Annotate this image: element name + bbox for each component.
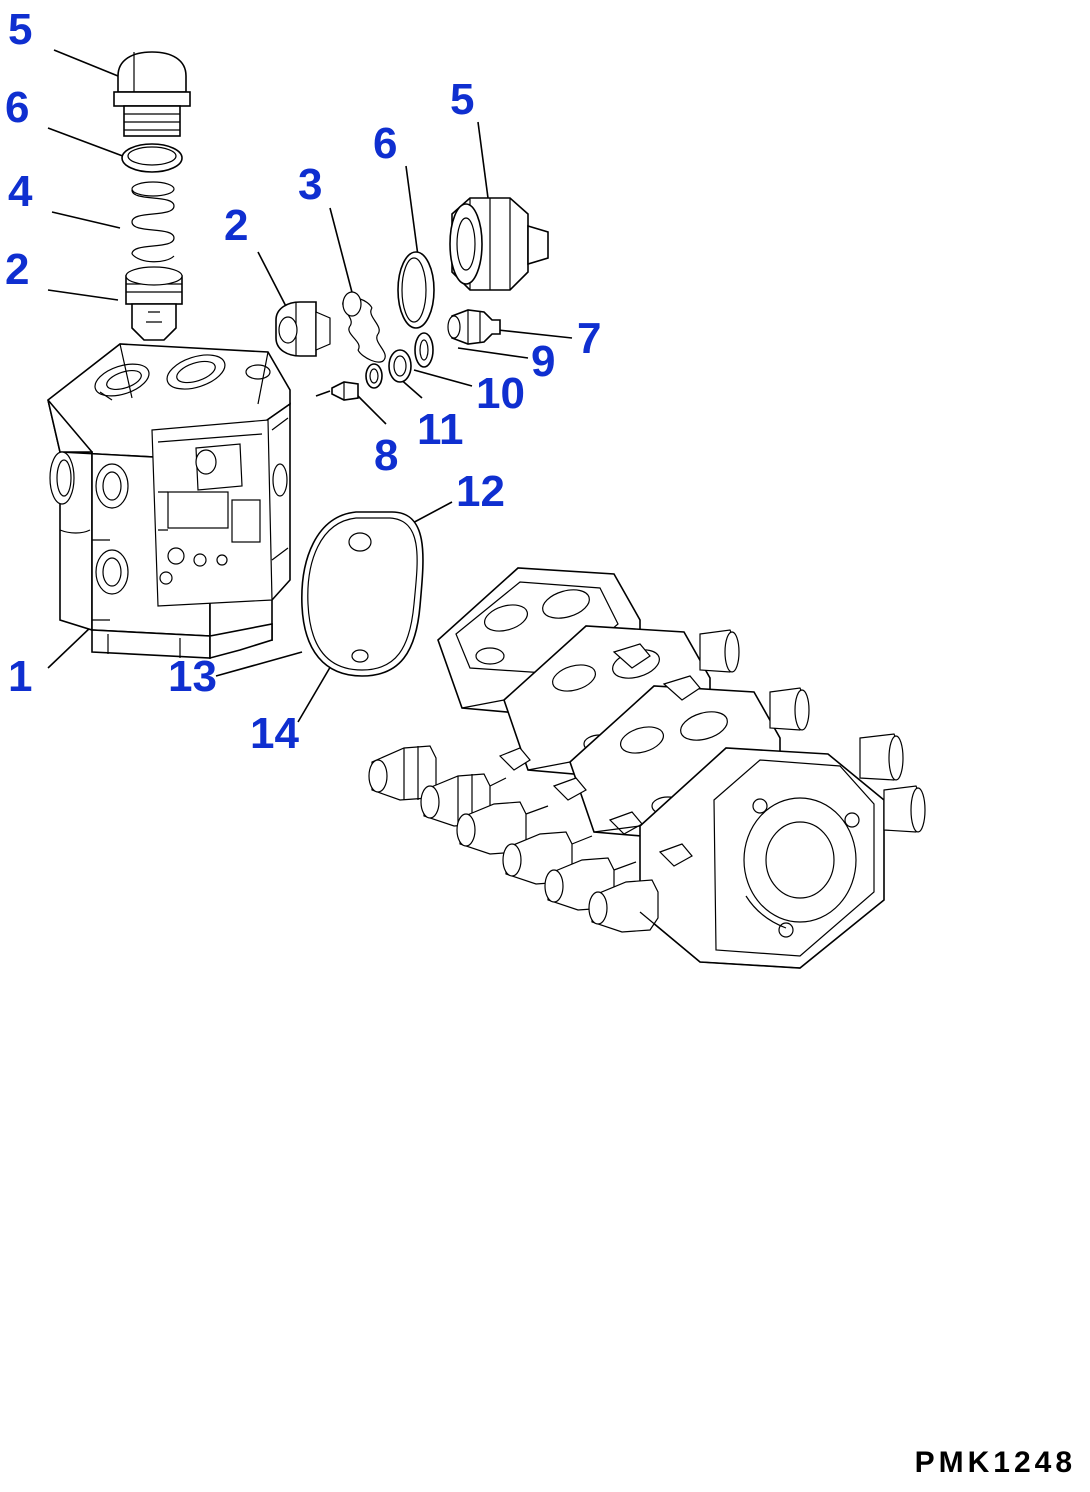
seal-part-11 <box>366 364 382 388</box>
callout-2-left: 2 <box>5 245 30 294</box>
callout-6-middle: 6 <box>373 119 398 168</box>
screw-part-8 <box>316 382 358 400</box>
multi-spool-valve-stack <box>369 568 925 968</box>
cover-gasket-part-12 <box>302 512 423 676</box>
callout-6-upper-left: 6 <box>5 83 30 132</box>
relief-cap-part-5 <box>114 52 190 136</box>
callout-5-upper-left: 5 <box>8 5 33 54</box>
callout-11: 11 <box>417 405 464 454</box>
check-valve-part-7 <box>448 310 500 344</box>
callout-12: 12 <box>456 467 505 516</box>
callout-10: 10 <box>476 369 525 418</box>
part-code-label: PMK1248 <box>914 1446 1076 1479</box>
callout-14: 14 <box>250 709 299 758</box>
valve-plug-part-2-right <box>276 302 330 356</box>
callout-8: 8 <box>374 431 399 480</box>
callout-1: 1 <box>8 652 33 701</box>
callout-5-right: 5 <box>450 75 475 124</box>
relief-cap-part-5-right <box>450 198 548 290</box>
o-ring-part-10 <box>389 350 411 382</box>
o-ring-part-6-middle <box>398 252 434 328</box>
callout-3: 3 <box>298 160 323 209</box>
washer-part-9 <box>415 333 433 367</box>
spring-part-3 <box>343 292 385 362</box>
callout-9: 9 <box>531 337 556 386</box>
callout-7: 7 <box>577 314 602 363</box>
spring-part-4 <box>132 182 174 262</box>
valve-plug-part-2-left <box>126 267 182 340</box>
callout-2-middle: 2 <box>224 201 249 250</box>
o-ring-part-6-upper <box>122 144 182 172</box>
callout-13: 13 <box>168 652 217 701</box>
callout-4: 4 <box>8 167 33 216</box>
control-valve-body-part-1 <box>48 344 290 658</box>
